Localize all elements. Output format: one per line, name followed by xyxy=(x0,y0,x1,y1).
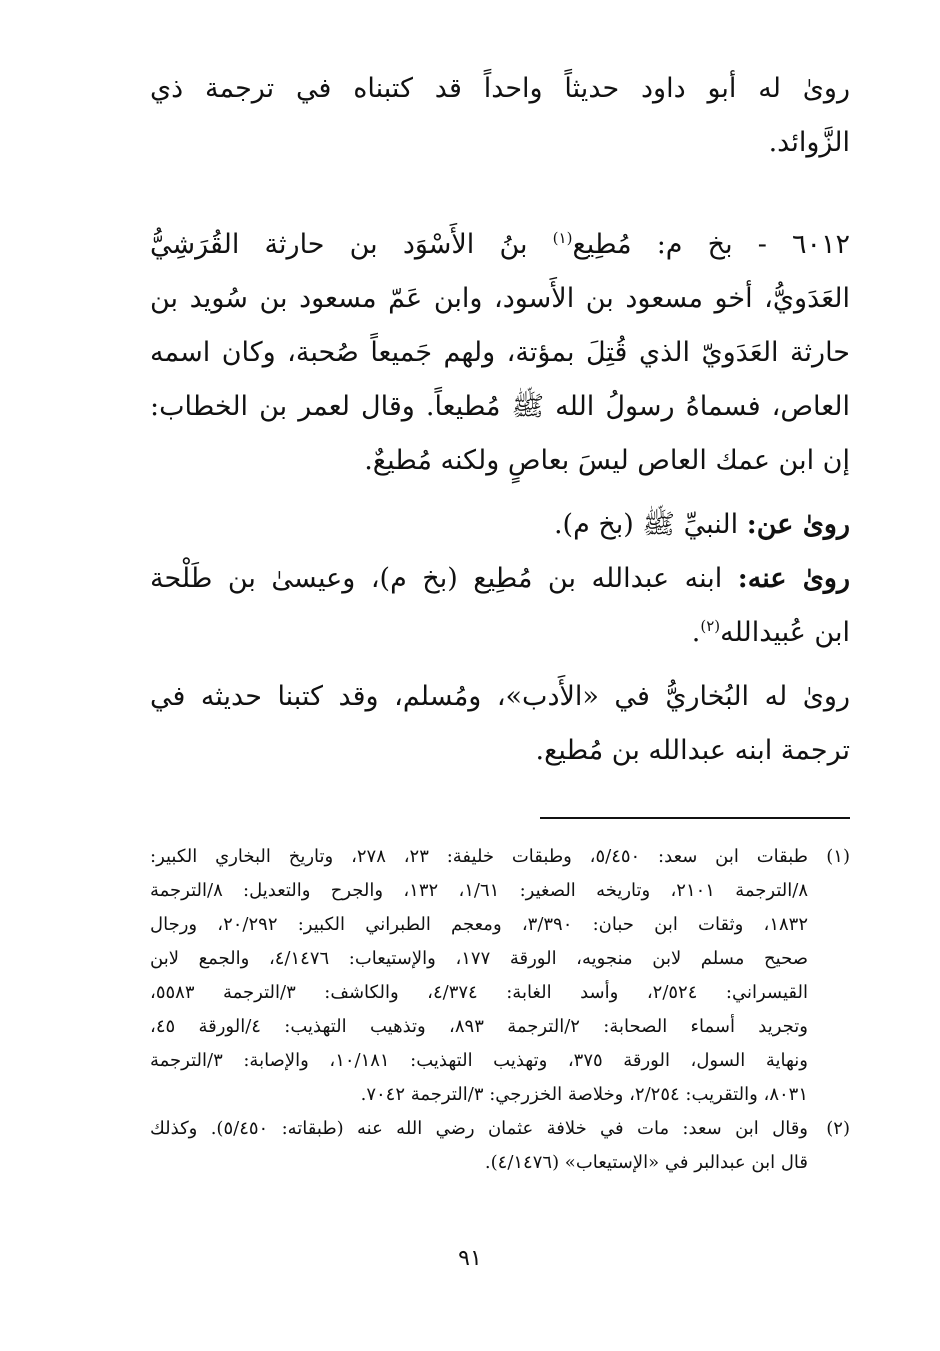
footnote-ref-2[interactable]: (٢) xyxy=(700,617,721,635)
rawa-an-label: روىٰ عن: xyxy=(746,509,850,540)
footnote-line: وتجريد أسماء الصحابة: ٢/الترجمة ٨٩٣، وتذهيب التهذيب: ٤/الورقة ٤٥، xyxy=(150,1016,808,1037)
footnote-ref-1[interactable]: (١) xyxy=(552,229,573,247)
footnote-number: (٢) xyxy=(826,1118,850,1139)
footnote-line: القيسراني: ٢/٥٢٤، وأسد الغابة: ٤/٣٧٤، والكاشف: ٣/الترجمة ٥٥٨٣، xyxy=(150,982,808,1003)
entry-number-and-name: ٦٠١٢ - بخ م: مُطِيع xyxy=(572,229,850,260)
closing-line: روىٰ له البُخاريُّ في «الأَدب»، ومُسلم، وقد كتبنا حديثه في xyxy=(150,681,850,712)
footnote-line: طبقات ابن سعد: ٥/٤٥٠، وطبقات خليفة: ٢٣، ٢٧٨، وتاريخ البخاري الكبير: xyxy=(150,846,808,867)
footnotes xyxy=(150,840,850,1180)
footnote-line: ٨٠٣١، والتقريب: ٢/٢٥٤، وخلاصة الخزرجي: ٣/الترجمة ٧٠٤٢. xyxy=(360,1084,808,1105)
entry-line: حارثة العَدَويّ الذي قُتِلَ بمؤتة، ولهم جَميعاً صُحبة، وكان اسمه xyxy=(150,337,850,368)
spacer xyxy=(150,488,850,498)
paragraph-line: روىٰ له أبو داود حديثاً واحداً قد كتبناه في ترجمة ذي xyxy=(150,73,850,104)
footnote-2 xyxy=(150,1112,850,1180)
footnote-text xyxy=(150,1112,808,1180)
spacer xyxy=(150,660,850,670)
entry-name-rest: بنُ الأَسْوَد بن حارثة القُرَشِيُّ xyxy=(150,229,528,260)
footnote-1 xyxy=(150,840,850,1112)
entry-line: العاص، فسماهُ رسولُ الله ﷺ مُطيعاً. وقال لعمر بن الخطاب: xyxy=(150,391,850,422)
rawa-an-text: النبيِّ ﷺ (بخ م). xyxy=(553,509,739,540)
rawa-anhu-end: . xyxy=(691,617,701,648)
footnote-divider xyxy=(540,817,850,819)
footnote-line: ٨/الترجمة ٢١٠١، وتاريخه الصغير: ١/٦١، ١٣٢، والجرح والتعديل: ٨/الترجمة xyxy=(150,880,808,901)
paragraph-line: الزَّوائد. xyxy=(768,127,850,158)
footnote-line: وقال ابن سعد: مات في خلافة عثمان رضي الله عنه (طبقاته: ٥/٤٥٠). وكذلك xyxy=(150,1118,808,1139)
rawa-anhu-line-2 xyxy=(150,606,850,660)
entry-line: إن ابن عمك العاص ليسَ بعاصٍ ولكنه مُطيعٌ. xyxy=(364,445,850,476)
rawa-an-line xyxy=(150,498,850,552)
footnote-line: ونهاية السول، الورقة ٣٧٥، وتهذيب التهذيب: ١٠/١٨١، والإصابة: ٣/الترجمة xyxy=(150,1050,808,1071)
page-number: ٩١ xyxy=(458,1246,482,1271)
footnote-text xyxy=(150,840,808,1112)
rawa-anhu-text-2: ابن عُبيدالله xyxy=(720,617,850,648)
footnote-line: ١٨٣٢، وثقات ابن حبان: ٣/٣٩٠، ومعجم الطبراني الكبير: ٢٠/٢٩٢، ورجال xyxy=(150,914,808,935)
rawa-anhu-text: ابنه عبدالله بن مُطِيع (بخ م)، وعيسىٰ بن طَلْحة xyxy=(150,563,723,594)
spacer xyxy=(150,170,850,218)
footnote-line: قال ابن عبدالبر في «الإستيعاب» (٤/١٤٧٦). xyxy=(484,1152,808,1173)
main-text xyxy=(150,62,850,778)
entry-heading-line xyxy=(150,218,850,272)
rawa-anhu-line xyxy=(150,552,850,606)
closing-line: ترجمة ابنه عبدالله بن مُطيع. xyxy=(535,735,850,766)
rawa-anhu-label: روىٰ عنه: xyxy=(737,563,850,594)
footnote-line: صحيح مسلم لابن منجويه، الورقة ١٧٧، والإستيعاب: ٤/١٤٧٦، والجمع لابن xyxy=(150,948,808,969)
footnote-number: (١) xyxy=(826,846,850,867)
entry-line: العَدَويُّ، أخو مسعود بن الأَسود، وابن عَمّ مسعود بن سُويد بن xyxy=(150,283,850,314)
